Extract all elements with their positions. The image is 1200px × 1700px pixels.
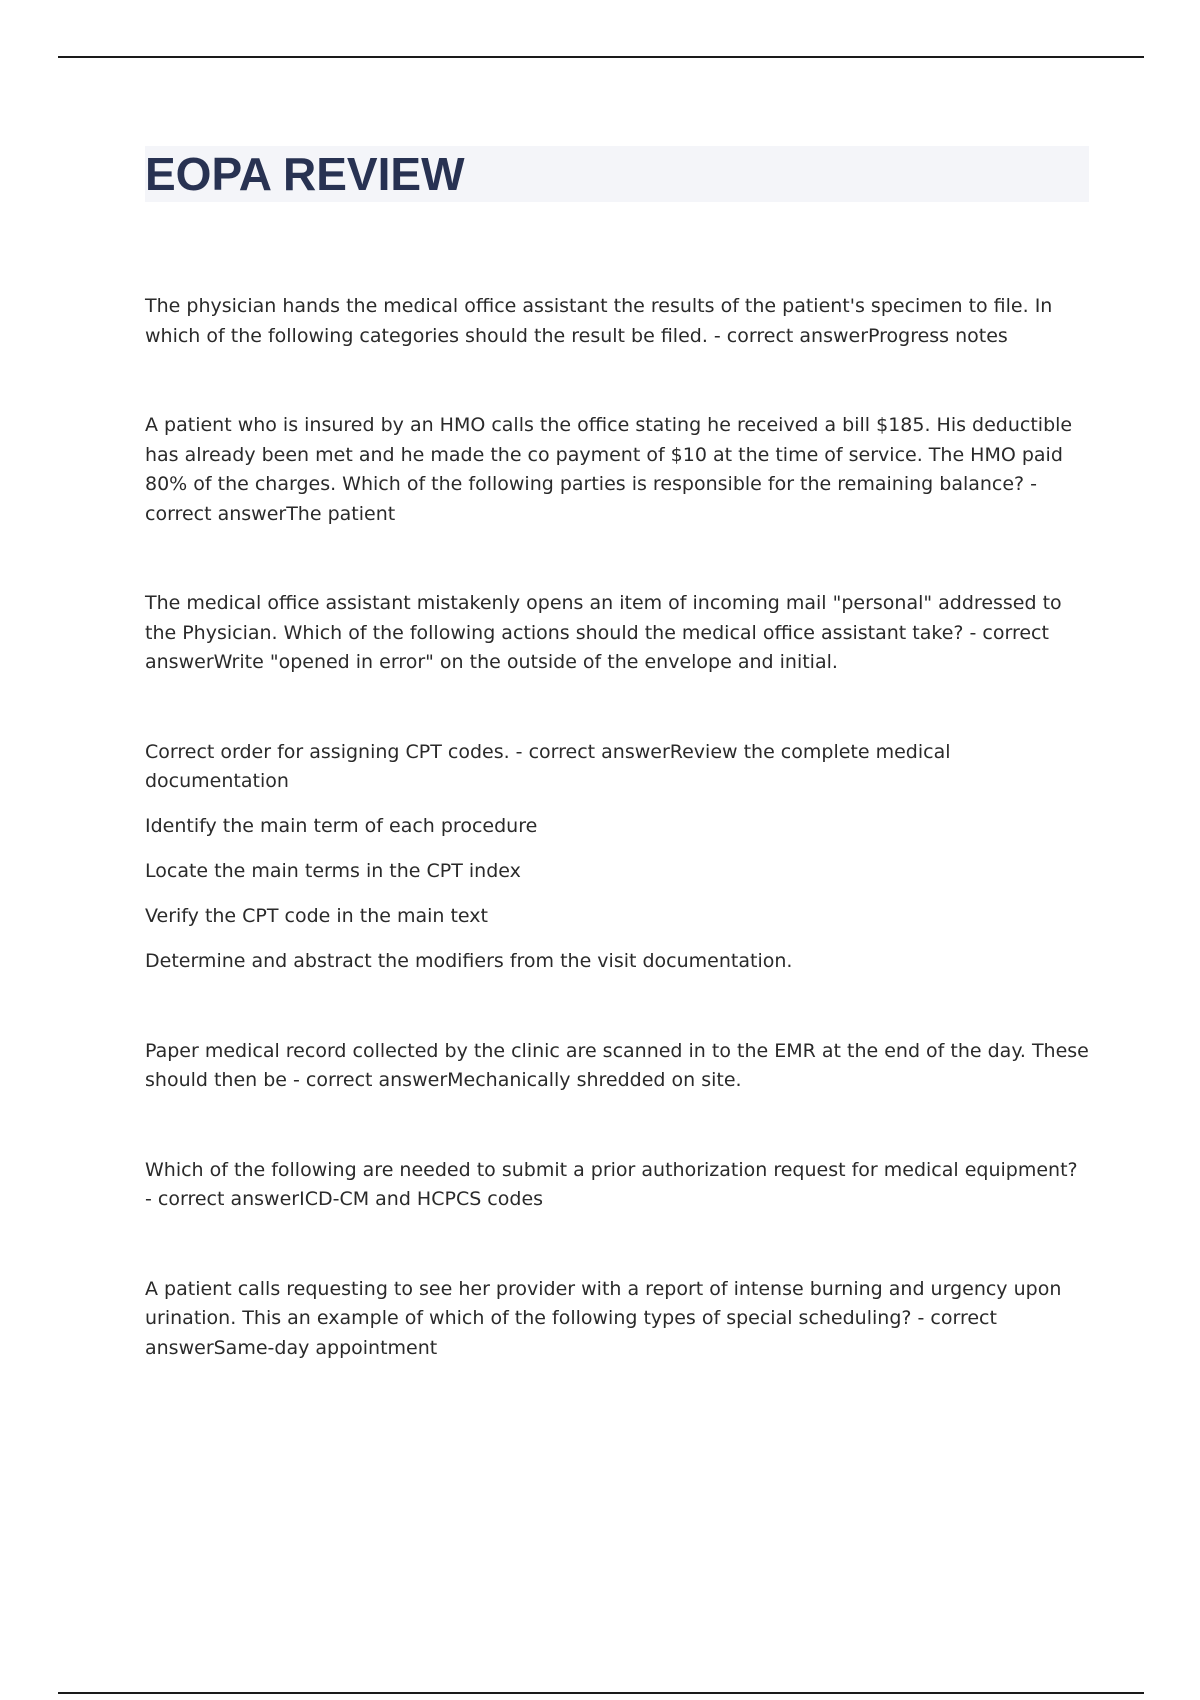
qa-text: The medical office assistant mistakenly opens an item of incoming mail "personal" addressed to the Physician. Which of the following actions should the medical office assistant take? - correct answerWrite "opened in error" on the outside of the envelope and initial. <box>145 592 1062 673</box>
bottom-rule <box>58 1692 1144 1694</box>
qa-item <box>145 738 1090 977</box>
qa-text: Correct order for assigning CPT codes. - correct answerReview the complete medical documentation <box>145 740 951 792</box>
qa-item <box>145 292 1090 351</box>
qa-item <box>145 1156 1090 1215</box>
qa-item <box>145 1275 1090 1364</box>
qa-text: A patient who is insured by an HMO calls the office stating he received a bill $185. His deductible has already been met and he made the co payment of $10 at the time of service. The HMO paid 80% of the charges. Which of the following parties is responsible for the remaining balance? - correct answerThe patient <box>145 414 1073 525</box>
qa-list <box>145 292 1090 1363</box>
document-title: EOPA REVIEW <box>145 148 465 200</box>
top-rule <box>58 56 1144 58</box>
qa-text: A patient calls requesting to see her provider with a report of intense burning and urgency upon urination. This an example of which of the following types of special scheduling? - correct answerSame-day appointment <box>145 1277 1062 1359</box>
qa-step: Identify the main term of each procedure <box>145 815 538 837</box>
qa-item <box>145 1037 1090 1096</box>
qa-item <box>145 411 1090 529</box>
qa-step: Determine and abstract the modifiers from the visit documentation. <box>145 950 793 972</box>
qa-step: Verify the CPT code in the main text <box>145 905 488 927</box>
qa-text: Paper medical record collected by the clinic are scanned in to the EMR at the end of the day. These should then be - correct answerMechanically shredded on site. <box>145 1039 1089 1091</box>
qa-text: Which of the following are needed to submit a prior authorization request for medical equipment? - correct answerICD-CM and HCPCS codes <box>145 1158 1078 1210</box>
qa-step: Locate the main terms in the CPT index <box>145 860 521 882</box>
qa-text: The physician hands the medical office assistant the results of the patient's specimen to file. In which of the following categories should the result be filed. - correct answerProgress notes <box>145 295 1053 347</box>
qa-item <box>145 589 1090 678</box>
